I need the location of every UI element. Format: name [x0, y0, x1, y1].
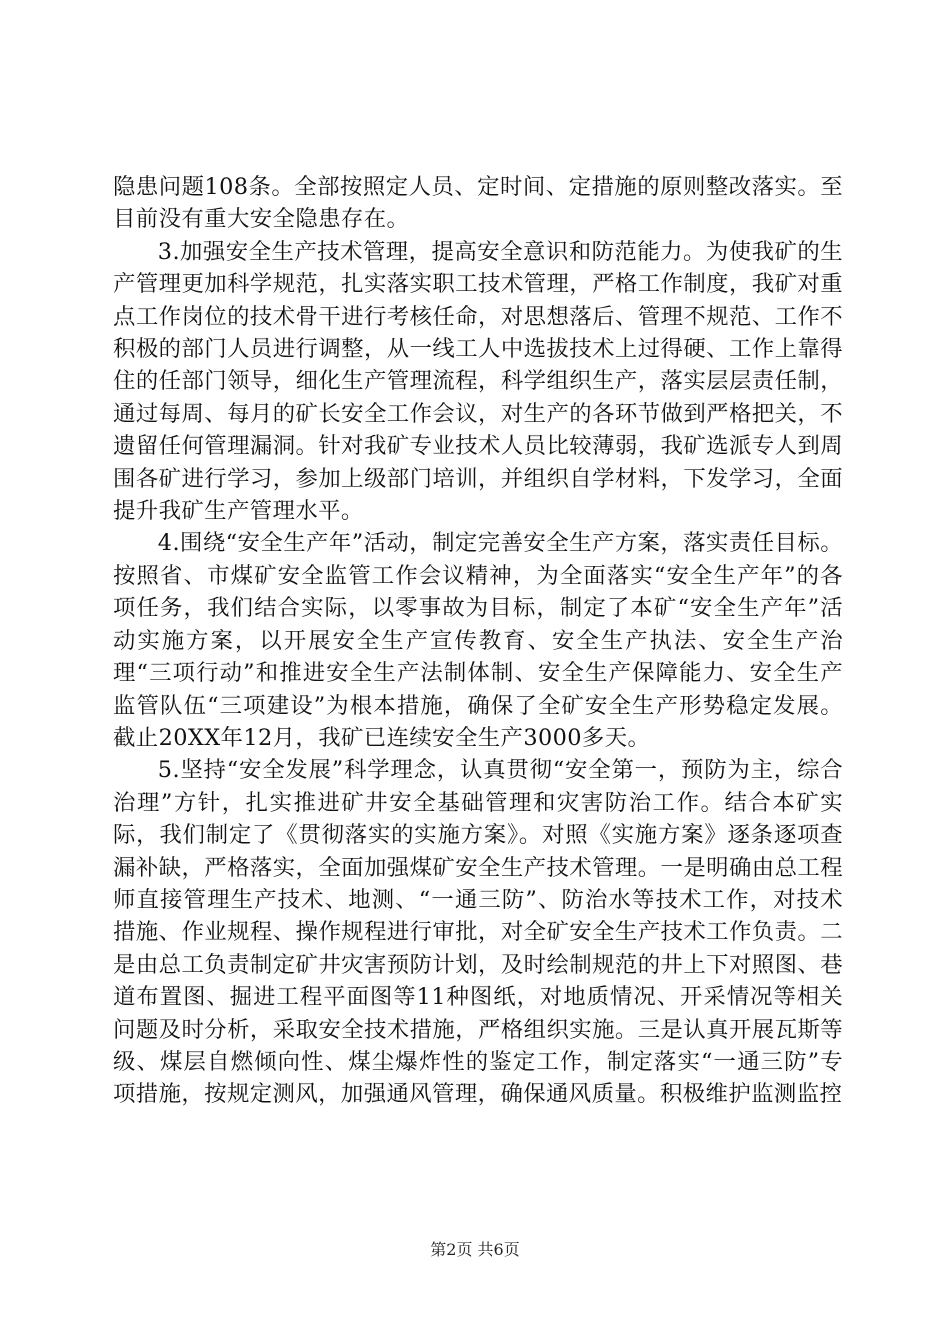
- paragraph-item-4: 4.围绕“安全生产年”活动，制定完善安全生产方案，落实责任目标。按照省、市煤矿安全监管工作会议精神，为全面落实“安全生产年”的各项任务，我们结合实际，以零事故为目标，制定了本矿“安全生产年”活动实施方案，以开展安全生产宣传教育、安全生产执法、安全生产治理“三项行动”和推进安全生产法制体制、安全生产保障能力、安全生产监管队伍“三项建设”为根本措施，确保了全矿安全生产形势稳定发展。截止20XX年12月，我矿已连续安全生产3000多天。: [113, 530, 843, 751]
- paragraph-item-3: 3.加强安全生产技术管理，提高安全意识和防范能力。为使我矿的生产管理更加科学规范，扎实落实职工技术管理，严格工作制度，我矿对重点工作岗位的技术骨干进行考核任命，对思想落后、管理不规范、工作不积极的部门人员进行调整，从一线工人中选拔技术上过得硬、工作上靠得住的任部门领导，细化生产管理流程，科学组织生产，落实层层责任制，通过每周、每月的矿长安全工作会议，对生产的各环节做到严格把关，不遗留任何管理漏洞。针对我矿专业技术人员比较薄弱，我矿选派专人到周围各矿进行学习，参加上级部门培训，并组织自学材料，下发学习，全面提升我矿生产管理水平。: [113, 238, 843, 525]
- document-body: [113, 171, 843, 1111]
- page-footer: [0, 1240, 950, 1260]
- paragraph-continued: 隐患问题108条。全部按照定人员、定时间、定措施的原则整改落实。至目前没有重大安全隐患存在。: [113, 174, 843, 233]
- paragraph-item-5: 5.坚持“安全发展”科学理念，认真贯彻“安全第一，预防为主，综合治理”方针，扎实推进矿井安全基础管理和灾害防治工作。结合本矿实际，我们制定了《贯彻落实的实施方案》。对照《实施方案》逐条逐项查漏补缺，严格落实，全面加强煤矿安全生产技术管理。一是明确由总工程师直接管理生产技术、地测、“一通三防”、防治水等技术工作，对技术措施、作业规程、操作规程进行审批，对全矿安全生产技术工作负责。二是由总工负责制定矿井灾害预防计划，及时绘制规范的井上下对照图、巷道布置图、掘进工程平面图等11种图纸，对地质情况、开采情况等相关问题及时分析，采取安全技术措施，严格组织实施。三是认真开展瓦斯等级、煤层自燃倾向性、煤尘爆炸性的鉴定工作，制定落实“一通三防”专项措施，按规定测风，加强通风管理，确保通风质量。积极维护监测监控: [113, 757, 843, 1108]
- page-number: 第2页 共6页: [430, 1240, 520, 1259]
